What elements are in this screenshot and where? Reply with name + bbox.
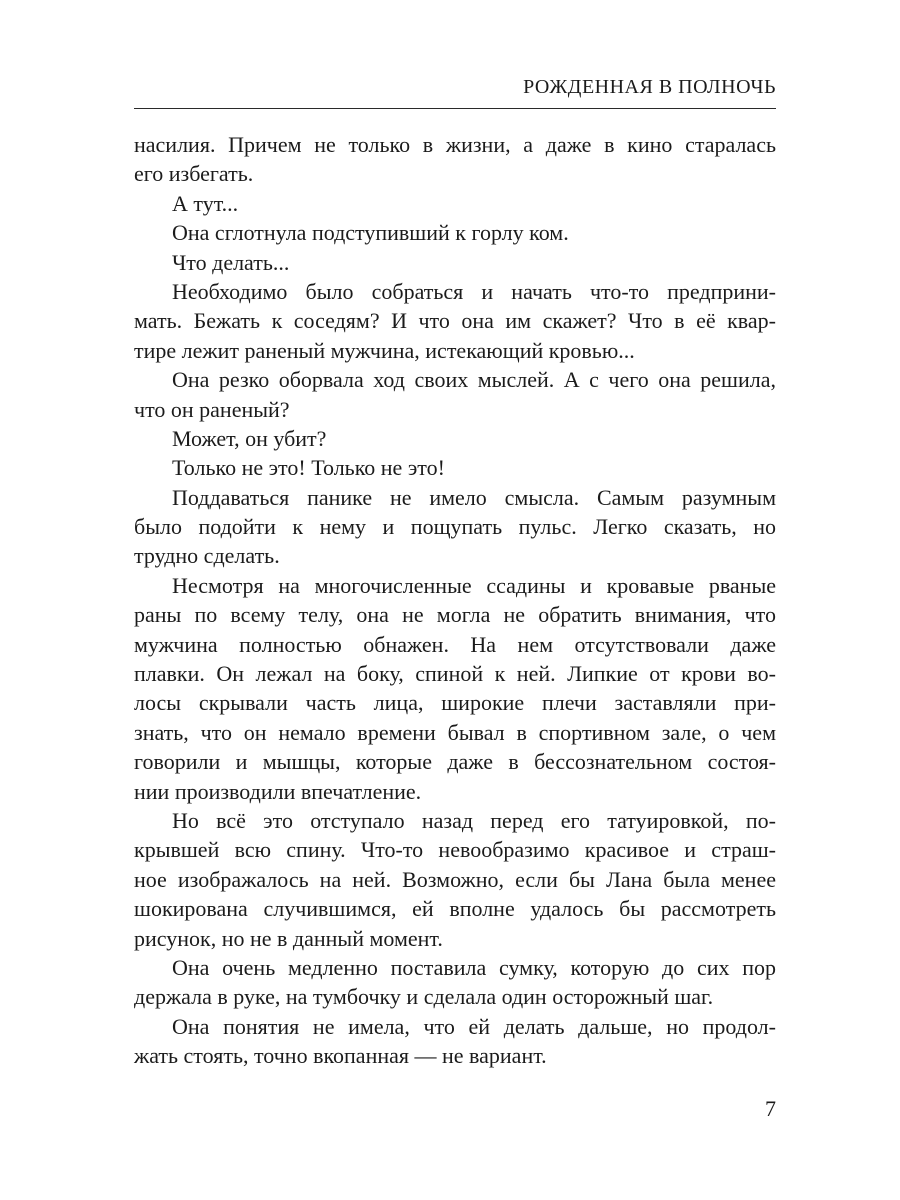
text-line: трудно сделать. xyxy=(134,543,280,569)
text-line: его избегать. xyxy=(134,161,254,187)
text-line: держала в руке, на тумбочку и сделала один осторожный шаг. xyxy=(134,984,714,1010)
text-line: ное изображалось на ней. Возможно, если бы Лана была менее xyxy=(134,866,776,892)
text-line: мать. Бежать к соседям? И что она им скажет? Что в её квар- xyxy=(134,308,776,334)
text-line: крывшей всю спину. Что-то невообразимо красивое и страш- xyxy=(134,837,776,863)
text-line: Она резко оборвала ход своих мыслей. А с чего она решила, xyxy=(172,367,776,393)
text-line: Поддаваться панике не имело смысла. Самым разумным xyxy=(172,484,776,510)
text-line: что он раненый? xyxy=(134,396,290,422)
text-line: Несмотря на многочисленные ссадины и кровавые рваные xyxy=(172,572,776,598)
running-title: РОЖДЕННАЯ В ПОЛНОЧЬ xyxy=(523,76,776,98)
text-line: Необходимо было собраться и начать что-то предприни- xyxy=(172,278,776,304)
text-line: рисунок, но не в данный момент. xyxy=(134,925,443,951)
text-line: раны по всему телу, она не могла не обратить внимания, что xyxy=(134,602,776,628)
body-text xyxy=(134,130,776,1071)
text-line: насилия. Причем не только в жизни, а даже в кино старалась xyxy=(134,132,776,157)
text-line: Только не это! Только не это! xyxy=(172,455,445,481)
text-line: тире лежит раненый мужчина, истекающий кровью... xyxy=(134,337,635,363)
text-line: знать, что он немало времени бывал в спортивном зале, о чем xyxy=(134,719,776,745)
text-line: нии производили впечатление. xyxy=(134,778,422,804)
text-line: Но всё это отступало назад перед его татуировкой, по- xyxy=(172,807,776,833)
page-number: 7 xyxy=(765,1096,776,1121)
text-line: Она понятия не имела, что ей делать дальше, но продол- xyxy=(172,1013,776,1039)
text-line: Она очень медленно поставила сумку, которую до сих пор xyxy=(172,954,776,980)
text-line: лосы скрывали часть лица, широкие плечи заставляли при- xyxy=(134,690,776,716)
text-line: Может, он убит? xyxy=(172,425,327,451)
text-line: плавки. Он лежал на боку, спиной к ней. Липкие от крови во- xyxy=(134,661,776,687)
text-line: Что делать... xyxy=(172,249,290,275)
text-line: Она сглотнула подступивший к горлу ком. xyxy=(172,220,569,246)
text-line: жать стоять, точно вкопанная — не вариант. xyxy=(134,1043,547,1069)
text-line: говорили и мышцы, которые даже в бессознательном состоя- xyxy=(134,749,776,775)
text-line: мужчина полностью обнажен. На нем отсутствовали даже xyxy=(134,631,776,657)
text-line: было подойти к нему и пощупать пульс. Легко сказать, но xyxy=(134,514,776,540)
text-line: шокирована случившимся, ей вполне удалось бы рассмотреть xyxy=(134,896,776,922)
text-line: А тут... xyxy=(172,190,239,216)
header-rule xyxy=(134,108,776,109)
